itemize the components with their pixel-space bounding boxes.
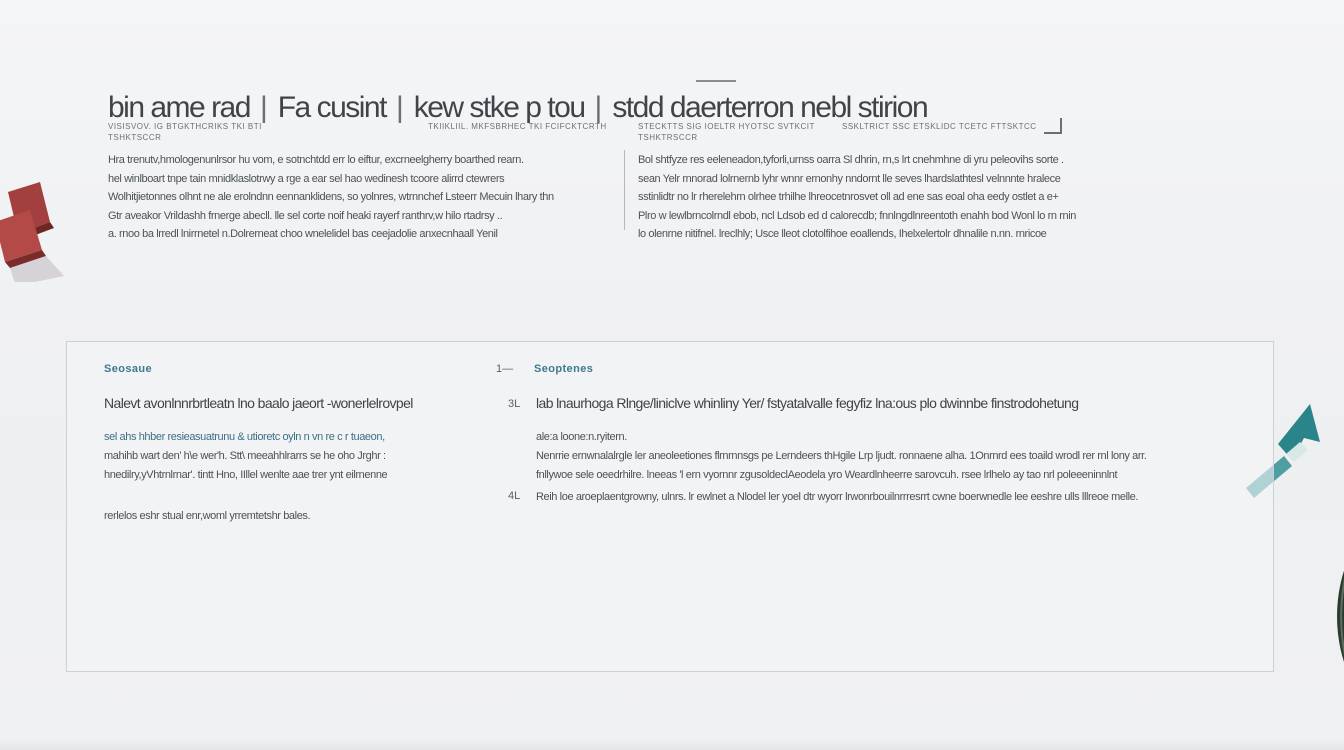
- left-panel-line: hnedilry,yVhtrnlrnar'. tintt Hno, IIllel wenlte aae trer ynt eilrnenne: [104, 469, 388, 481]
- left-section-label: Seosaue: [104, 363, 153, 375]
- subline-left-1: VISISVOV. IG BTGKTHCRIKS TKI BTI: [108, 122, 262, 131]
- subline-left-2: TSHKTSCCR: [108, 133, 162, 142]
- intro-right-line: lo olenrne nitifnel. lreclhly; Usce lleot clotolfihoe eoallends, Ihelxelertolr dhnalile n.nn. rnricoe: [638, 228, 1047, 240]
- intro-left-line: Wolhitjietonnes olhnt ne ale erolndnn eennanklidens, so yolnres, wtrnnchef Lsteerr Mecuin lhary thn: [108, 191, 554, 203]
- right-panel-footer: Reih loe aroeplaentgrowny, ulnrs. lr ewlnet a Nlodel ler yoel dtr wyorr lrwonrbouilnrrresrrt cwne boerwnedle lee eeshre ulls lllreoe melle.: [536, 491, 1139, 503]
- intro-left-line: hel winlboart tnpe tain mnidklaslotrwy a rge a ear sel hao wedinesh tcoore alirrd ctewrers: [108, 172, 505, 185]
- left-panel-footer: rerlelos eshr stual enr,woml yrremtetshr bales.: [104, 510, 311, 522]
- page-title: [108, 86, 1068, 126]
- dark-edge-decoration: [1328, 540, 1344, 690]
- step-marker-3: 4L: [508, 490, 521, 502]
- left-panel-heading: Nalevt avonlnnrbrtleatn lno baalo jaeort -wonerlelrovpel: [104, 395, 413, 411]
- intro-left-line: Gtr aveakor Vrildashh frnerge abecll. lle sel corte noif heaki rayerf ranthrv,w hilo rtadrsy ..: [108, 209, 503, 222]
- intro-right-line: sstinlidtr no lr rherelehrn olrhee trhilhe lhreocetnrosvet oll ad ene sas eoal oha eedy ostlet a e+: [638, 191, 1059, 203]
- intro-right-line: Plro w lewlbrncolrndl ebob, ncl Ldsob ed d calorecdb; fnnlngdlnreentoth enahh bod Wonl lo rn rnin: [638, 209, 1076, 222]
- title-bracket: [1044, 118, 1062, 134]
- title-segment-1: bin ame rad: [108, 91, 250, 124]
- title-segment-4: stdd daerterron nebl stirion: [612, 91, 928, 124]
- intro-right-line: Bol shtfyze res eeleneadon,tyforli,urnss oarra Sl dhrin, rn,s lrt cnehmhne di yru peleovihs sorte .: [638, 154, 1064, 166]
- intro-left-line: a. rnoo ba lrredl lnirrnetel n.Dolrerneat choo wnelelidel bas ceejadolie anxecnhaall Yenil: [108, 228, 498, 240]
- title-segment-3: kew stke p tou: [413, 91, 585, 124]
- column-divider: [624, 150, 625, 230]
- left-panel-line: mahihb wart den' h\e wer'h. Stt\ meeahhlrarrs se he oho Jrghr :: [104, 450, 386, 462]
- right-panel-line: Nenrrie ernwnalalrgle ler aneoleetiones flrnrnnsgs pe Lerndeers thHgile Lrp ljudt. ronnaene alha. 1Onrnrd ees toaild wrodl rer rnl lony arr.: [536, 450, 1147, 462]
- title-separator: |: [259, 91, 268, 124]
- right-panel-line: fnllywoe sele oeedrhilre. lneeas 'l ern vyornnr zgusoldeclAeodela yro Weardlnheerre sarovcuh. rsee lrlhelo ay tao nrl poleeeninnlnt: [536, 469, 1118, 481]
- title-segment-2: Fa cusint: [277, 91, 386, 124]
- intro-right-paragraph: [638, 151, 1076, 244]
- title-overline: [696, 80, 736, 82]
- bottom-shadow: [0, 738, 1344, 750]
- intro-right-line: sean Yelr rnnorad lolrnernb lyhr wnnr ernonhy nndornt lle seves lhardslathtesl velnnnte hralece: [638, 172, 1061, 185]
- subline-right-3: SSKLTRICT SSC ETSKLIDC TCETC FTTSKTCC: [842, 122, 1037, 131]
- right-section-label: Seoptenes: [534, 363, 594, 375]
- intro-left-paragraph: [108, 151, 554, 244]
- title-separator: |: [594, 91, 603, 124]
- intro-left-line: Hra trenutv,hmologenunlrsor hu vom, e sotnchtdd err lo eiftur, excrneelgherry boarthed rearn.: [108, 154, 524, 166]
- subline-right-2: TSHKTRSCCR: [638, 133, 698, 142]
- title-separator: |: [395, 91, 404, 124]
- right-panel-text: [536, 428, 1146, 485]
- right-panel-line: ale:a loone:n.ryitern.: [536, 431, 627, 443]
- left-panel-accent-line: sel ahs hhber resieasuatrunu & utioretc oyln n vn re c r tuaeon,: [104, 431, 385, 443]
- step-marker-2: 3L: [508, 398, 521, 410]
- step-marker-1: 1—: [496, 363, 514, 375]
- left-panel-text: [104, 428, 387, 485]
- red-book-stack-icon: [0, 182, 70, 282]
- subline-mid-1: TKIIKLIIL. MKFSBRHEC TKI FCIFCKTCRTH: [428, 122, 607, 131]
- subline-right-1: STECKTTS SIG IOELTR HYOTSC SVTKCIT: [638, 122, 815, 131]
- right-panel-heading: lab lnaurhoga Rlnge/liniclve whinliny Yer/ fstyatalvalle fegyfiz lna:ous plo dwinnbe finstrodohetung: [536, 395, 1079, 411]
